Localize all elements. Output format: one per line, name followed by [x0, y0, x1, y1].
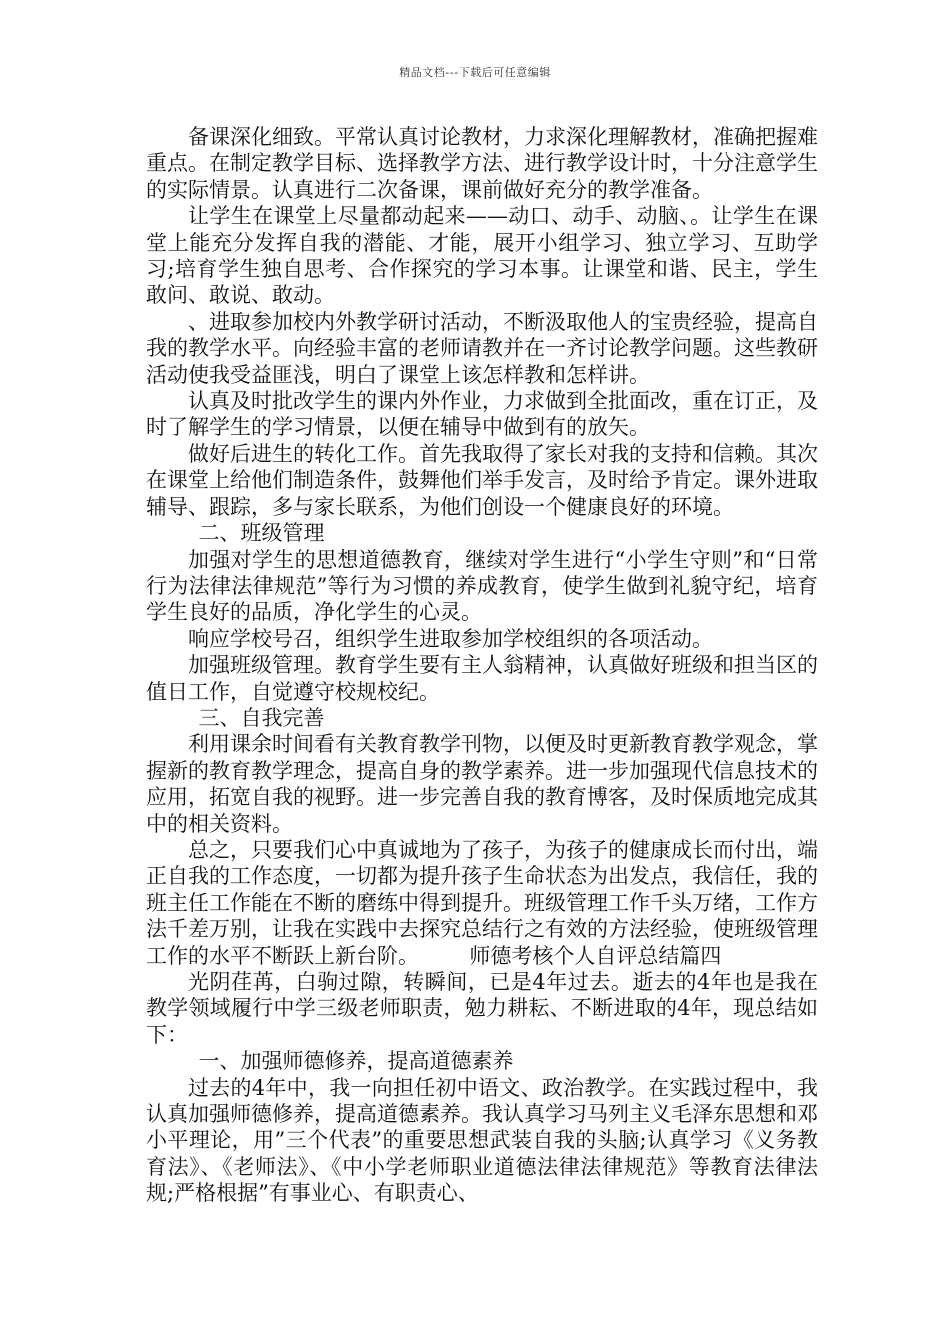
section-heading-teacher-ethics: 一、加强师德修养，提高道德素养: [198, 1049, 514, 1074]
section-heading-class-management: 二、班级管理: [198, 521, 325, 546]
paragraph-four-years-intro: 光阴荏苒，白驹过隙，转瞬间，已是4年过去。逝去的4年也是我在教学领域履行中学三级老师职责，勉力耕耘、不断进取的4年，现总结如下：: [146, 970, 818, 1047]
paragraph-class-discipline: 加强班级管理。教育学生要有主人翁精神，认真做好班级和担当区的值日工作，自觉遵守校规校纪。: [146, 653, 818, 704]
document-body: [146, 124, 818, 1207]
paragraph-homework-correction: 认真及时批改学生的课内外作业，力求做到全批面改，重在订正，及时了解学生的学习情景，以便在辅导中做到有的放矢。: [146, 389, 818, 440]
paragraph-self-study: 利用课余时间看有关教育教学刊物，以便及时更新教育教学观念，掌握新的教育教学理念，提高自身的教学素养。进一步加强现代信息技术的应用，拓宽自我的视野。进一步完善自我的教育博客，及时保质地完成其中的相关资料。: [146, 732, 818, 836]
paragraph-moral-education: 加强对学生的思想道德教育，继续对学生进行“小学生守则”和“日常行为法律法律规范”等行为习惯的养成教育，使学生做到礼貌守纪，培育学生良好的品质，净化学生的心灵。: [146, 547, 818, 625]
paragraph-teaching-research: 、进取参加校内外教学研讨活动，不断汲取他人的宝贵经验，提高自我的教学水平。向经验丰富的老师请教并在一齐讨论教学问题。这些教研活动使我受益匪浅，明白了课堂上该怎样教和怎样讲。: [146, 309, 818, 387]
paragraph-school-activities: 响应学校号召，组织学生进取参加学校组织的各项活动。: [188, 626, 713, 651]
paragraph-ethics-study: 过去的4年中，我一向担任初中语文、政治教学。在实践过程中，我认真加强师德修养，提高道德素养。我认真学习马列主义毛泽东思想和邓小平理论，用”三个代表”的重要思想武装自我的头脑;认真学习《义务教育法》、《老师法》、《中小学老师职业道德法律法律规范》等教育法律法规;严格根据”有事业心、有职责心、: [146, 1075, 818, 1206]
paragraph-struggling-students: 做好后进生的转化工作。首先我取得了家长对我的支持和信赖。其次在课堂上给他们制造条件，鼓舞他们举手发言，及时给予肯定。课外进取辅导、跟踪，多与家长联系，为他们创设一个健康良好的环境。: [146, 441, 818, 519]
paragraph-conclusion: [146, 837, 818, 969]
paragraph-lesson-prep: 备课深化细致。平常认真讨论教材，力求深化理解教材，准确把握难重点。在制定教学目标、选择教学方法、进行教学设计时，十分注意学生的实际情景。认真进行二次备课，课前做好充分的教学准备。: [146, 125, 818, 202]
article-four-title: 师德考核个人自评总结篇四: [469, 943, 722, 968]
section-heading-self-improvement: 三、自我完善: [198, 705, 325, 730]
page-header: 精品文档---下载后可任意编辑: [399, 66, 551, 79]
conclusion-text: 总之，只要我们心中真诚地为了孩子，为孩子的健康成长而付出，端正自我的工作态度，一切都为提升孩子生命状态为出发点，我信任，我的班主任工作能在不断的磨练中得到提升。班级管理工作千头万绪，工作方法千差万别，让我在实践中去探究总结行之有效的方法经验，使班级管理工作的水平不断跃上新台阶。: [146, 837, 818, 968]
paragraph-active-classroom: 让学生在课堂上尽量都动起来——动口、动手、动脑、。让学生在课堂上能充分发挥自我的潜能、才能，展开小组学习、独立学习、互助学习;培育学生独自思考、合作探究的学习本事。让课堂和谐、民主，学生敢问、敢说、敢动。: [146, 204, 818, 308]
